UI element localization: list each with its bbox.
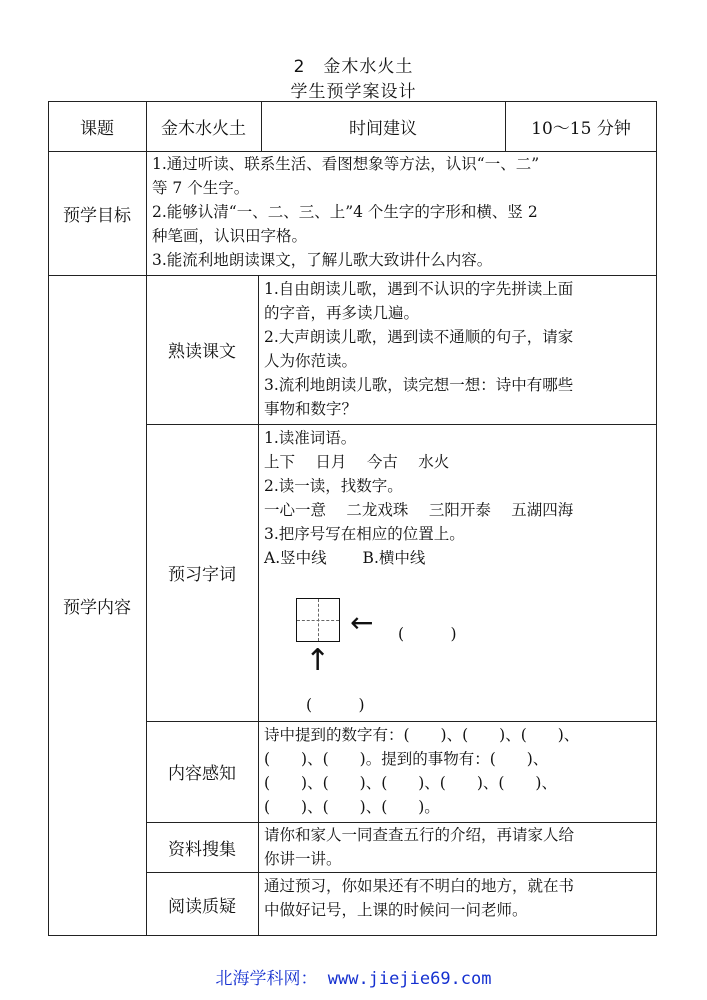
perception-label: 内容感知 [168, 764, 236, 784]
answer-blank-bottom: ( ) [306, 696, 365, 714]
goals-line: 等 7 个生字。 [152, 179, 250, 197]
perception-text [264, 723, 654, 819]
question-label: 阅读质疑 [168, 896, 236, 917]
goals-label: 预学目标 [63, 205, 131, 226]
arrow-up-icon: ↑ [305, 643, 331, 678]
words-line: 上下 日月 今古 水火 [264, 453, 450, 471]
words-text [264, 426, 654, 570]
read-label: 熟读课文 [168, 342, 236, 362]
perception-line: 诗中提到的数字有：( )、( )、( )、 [264, 726, 580, 744]
read-line: 事物和数字？ [264, 400, 358, 418]
footer-website[interactable]: 北海学科网： www.jiejie69.com [215, 969, 492, 989]
research-line: 请你和家人一同查查五行的介绍，再请家人给 [264, 826, 575, 844]
page-subtitle: 学生预学案设计 [290, 82, 417, 102]
words-line: A.竖中线 B.横中线 [264, 549, 426, 567]
answer-blank-right: ( ) [398, 625, 457, 643]
words-label: 预习字词 [168, 565, 236, 585]
goals-line: 2.能够认清“一、二、三、上”4 个生字的字形和横、竖 2 [152, 203, 538, 221]
horizontal-center-line [297, 620, 339, 621]
perception-line: ( )、( )。提到的事物有：( )、 [264, 750, 549, 768]
read-line: 3.流利地朗读儿歌，读完想一想：诗中有哪些 [264, 376, 574, 394]
read-text [264, 277, 654, 421]
question-line: 中做好记号，上课的时候问一问老师。 [264, 901, 528, 919]
tianzige-grid [296, 598, 340, 642]
goals-line: 1.通过听读、联系生活、看图想象等方法，认识“一、二” [152, 155, 540, 173]
question-line: 通过预习，你如果还有不明白的地方，就在书 [264, 877, 575, 895]
topic-value: 金木水火土 [161, 118, 246, 139]
lesson-title: 2 金木水火土 [293, 57, 414, 77]
arrow-left-icon: ← [350, 606, 374, 639]
goals-text [152, 152, 652, 272]
words-line: 3.把序号写在相应的位置上。 [264, 525, 465, 543]
words-line: 1.读准词语。 [264, 429, 357, 447]
goals-line: 种笔画，认识田字格。 [152, 227, 308, 245]
time-label: 时间建议 [349, 118, 417, 139]
research-label: 资料搜集 [168, 839, 236, 860]
goals-line: 3.能流利地朗读课文，了解儿歌大致讲什么内容。 [152, 251, 493, 269]
read-line: 人为你范读。 [264, 352, 358, 370]
read-line: 的字音，再多读几遍。 [264, 304, 420, 322]
perception-line: ( )、( )、( )、( )、( )、 [264, 774, 557, 792]
topic-label: 课题 [80, 118, 114, 139]
research-text [264, 823, 654, 871]
time-value: 10～15 分钟 [531, 118, 631, 139]
research-line: 你讲一讲。 [264, 850, 342, 868]
content-label: 预学内容 [63, 598, 131, 618]
perception-line: ( )、( )、( )。 [264, 798, 440, 816]
question-text [264, 874, 654, 922]
col-divider [258, 275, 259, 936]
read-line: 2.大声朗读儿歌，遇到读不通顺的句子，请家 [264, 328, 574, 346]
words-line: 一心一意 二龙戏珠 三阳开泰 五湖四海 [264, 501, 574, 519]
read-line: 1.自由朗读儿歌，遇到不认识的字先拼读上面 [264, 280, 574, 298]
words-line: 2.读一读，找数字。 [264, 477, 403, 495]
col-divider [146, 151, 147, 275]
